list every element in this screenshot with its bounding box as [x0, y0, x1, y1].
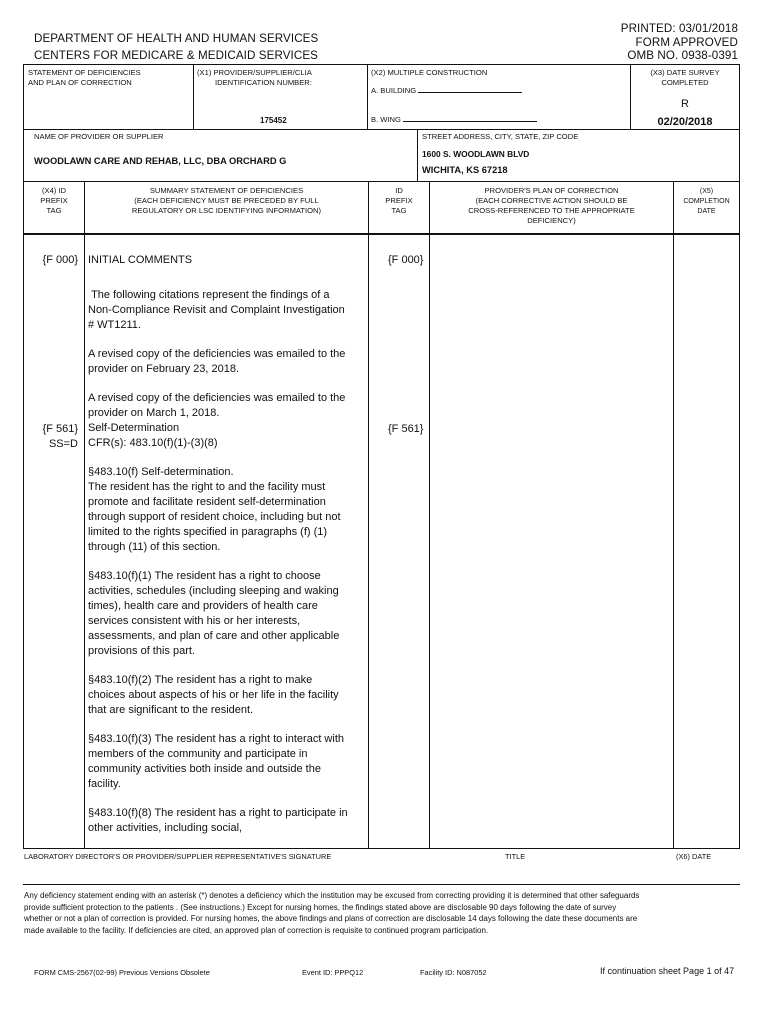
- divider: [23, 884, 740, 885]
- x4-header-2: PREFIX: [40, 196, 68, 205]
- tag-f561-left: {F 561}: [42, 423, 78, 435]
- x5-header-1: (X5): [699, 188, 714, 195]
- agency-title: CENTERS FOR MEDICARE & MEDICAID SERVICES: [34, 49, 319, 62]
- divider: [84, 181, 85, 848]
- plan-header-4: DEFICIENCY): [527, 216, 576, 225]
- reg-483-10-f-3: §483.10(f)(3) The resident has a right to interact with members of the community and participate in community activities both inside and outside the facility.: [88, 733, 344, 790]
- divider: [673, 181, 674, 848]
- form-number: FORM CMS-2567(02-99) Previous Versions Obsolete: [34, 968, 210, 977]
- provider-id-number: 175452: [260, 116, 287, 125]
- tag-ss-d: SS=D: [48, 438, 78, 450]
- provider-name: WOODLAWN CARE AND REHAB, LLC, DBA ORCHARD G: [34, 156, 287, 166]
- statement-label: [28, 68, 141, 88]
- x3-label: [631, 68, 739, 88]
- x2-label: (X2) MULTIPLE CONSTRUCTION: [371, 68, 488, 77]
- divider: [367, 64, 368, 129]
- event-id: Event ID: PPPQ12: [302, 968, 364, 977]
- divider: [193, 64, 194, 129]
- summary-text: [88, 288, 348, 836]
- x5-header-2: COMPLETION: [683, 198, 730, 205]
- f561-title: Self-Determination: [88, 422, 180, 434]
- revised-copy-mar: A revised copy of the deficiencies was emailed to the provider on March 1, 2018.: [88, 392, 346, 419]
- wing-field: [371, 113, 537, 125]
- divider: [23, 129, 740, 130]
- x1-label-2: IDENTIFICATION NUMBER:: [215, 78, 312, 87]
- divider: [417, 129, 418, 181]
- divider: [429, 181, 430, 848]
- statement-label-2: AND PLAN OF CORRECTION: [28, 78, 132, 87]
- survey-date: 02/20/2018: [657, 116, 713, 128]
- id-header-1: ID: [395, 186, 403, 195]
- department-title: DEPARTMENT OF HEALTH AND HUMAN SERVICES: [34, 32, 319, 45]
- divider: [368, 181, 369, 848]
- building-blank: [418, 84, 522, 93]
- building-label: A. BUILDING: [371, 86, 417, 95]
- omb-number: OMB NO. 0938-0391: [627, 49, 738, 62]
- summary-header-1: SUMMARY STATEMENT OF DEFICIENCIES: [149, 186, 304, 195]
- plan-header-2: (EACH CORRECTIVE ACTION SHOULD BE: [475, 196, 628, 205]
- signature-label: LABORATORY DIRECTOR'S OR PROVIDER/SUPPLIER REPRESENTATIVE'S SIGNATURE: [24, 852, 332, 861]
- reg-483-10-f-1: §483.10(f)(1) The resident has a right to choose activities, schedules (including sleeping and waking times), health care and providers of health care services consistent with his or her interests, assessments, and plan of care and other applicable provisions of this part.: [88, 570, 340, 657]
- x1-label-1: (X1) PROVIDER/SUPPLIER/CLIA: [197, 68, 312, 77]
- building-field: [371, 84, 522, 96]
- x3-label-2: COMPLETED: [661, 78, 709, 87]
- x5-header-3: DATE: [697, 208, 716, 215]
- title-label: TITLE: [505, 852, 526, 861]
- plan-header-3: CROSS-REFERENCED TO THE APPROPRIATE: [468, 206, 635, 215]
- divider: [23, 848, 740, 849]
- x5-header: [674, 187, 739, 217]
- x3-label-1: (X3) DATE SURVEY: [650, 68, 720, 77]
- id-prefix-header: [369, 186, 429, 216]
- divider: [23, 181, 740, 182]
- facility-id: Facility ID: N087052: [420, 968, 487, 977]
- address-label: STREET ADDRESS, CITY, STATE, ZIP CODE: [422, 132, 579, 141]
- id-header-3: TAG: [391, 206, 407, 215]
- finding-intro: The following citations represent the findings of a Non-Compliance Revisit and Complaint Investigation # WT1211.: [88, 289, 348, 331]
- initial-comments-heading: INITIAL COMMENTS: [88, 254, 193, 266]
- x4-header-3: TAG: [46, 206, 62, 215]
- tag-f000-right: {F 000}: [388, 254, 424, 266]
- reg-483-10-f: §483.10(f) Self-determination. The resident has the right to and the facility must promote and facilitate resident self-determination through support of resident choice, including but not limited to the rights specified in paragraphs (f) (1) through (11) of this section.: [88, 466, 341, 553]
- wing-label: B. WING: [371, 115, 401, 124]
- id-header-2: PREFIX: [385, 196, 413, 205]
- x6-date-label: (X6) DATE: [676, 852, 712, 861]
- continuation-page: If continuation sheet Page 1 of 47: [600, 966, 735, 976]
- summary-header: [85, 186, 368, 216]
- border-top: [23, 64, 740, 65]
- plan-header-1: PROVIDER'S PLAN OF CORRECTION: [484, 186, 619, 195]
- x4-header-1: (X4) ID: [41, 186, 67, 195]
- statement-label-1: STATEMENT OF DEFICIENCIES: [28, 68, 141, 77]
- address-line-1: 1600 S. WOODLAWN BLVD: [422, 149, 530, 159]
- survey-code: R: [681, 98, 689, 110]
- provider-name-label: NAME OF PROVIDER OR SUPPLIER: [34, 132, 164, 141]
- reg-483-10-f-8: §483.10(f)(8) The resident has a right to participate in other activities, including social,: [88, 807, 348, 834]
- wing-blank: [403, 113, 537, 122]
- f561-cfr: CFR(s): 483.10(f)(1)-(3)(8): [88, 437, 218, 449]
- revised-copy-feb: A revised copy of the deficiencies was emailed to the provider on February 23, 2018.: [88, 348, 346, 375]
- summary-header-2: (EACH DEFICIENCY MUST BE PRECEDED BY FULL: [134, 196, 319, 205]
- address-line-2: WICHITA, KS 67218: [422, 165, 508, 175]
- summary-header-3: REGULATORY OR LSC IDENTIFYING INFORMATION): [131, 206, 322, 215]
- printed-date: PRINTED: 03/01/2018: [620, 22, 738, 35]
- form-approved: FORM APPROVED: [635, 36, 738, 49]
- disclaimer-text: Any deficiency statement ending with an asterisk (*) denotes a deficiency which the institution may be excused from correcting providing it is determined that other safeguards provide sufficient protection to the patients . (See instructions.) Except for nursing homes, the findings stated above are disclosable 90 days following the date of survey whether or not a plan of correction is provided. For nursing homes, the above findings and plans of correction are disclosable 14 days following the date these documents are made available to the facility. If deficiencies are cited, an approved plan of correction is requisite to continued program participation.: [24, 891, 640, 935]
- divider: [23, 233, 740, 235]
- tag-f561-right: {F 561}: [388, 423, 424, 435]
- x4-prefix-header: [24, 186, 84, 216]
- tag-f000-left: {F 000}: [42, 254, 78, 266]
- plan-header: [430, 186, 673, 226]
- reg-483-10-f-2: §483.10(f)(2) The resident has a right to make choices about aspects of his or her life in the facility that are significant to the resident.: [88, 674, 339, 716]
- x1-label: [197, 68, 357, 88]
